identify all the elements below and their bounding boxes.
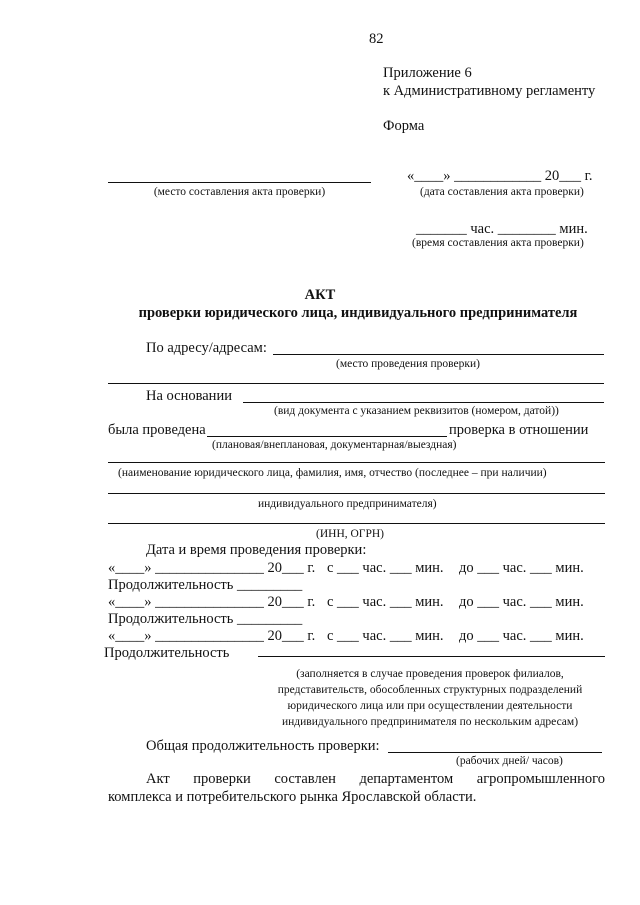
visit-end-time[interactable]: до ___ час. ___ мин.	[459, 594, 584, 610]
time-caption: (время составления акта проверки)	[412, 237, 584, 249]
entity-name-line-2[interactable]	[108, 493, 605, 494]
place-caption: (место составления акта проверки)	[153, 186, 326, 198]
appendix-title: Приложение 6	[383, 65, 472, 81]
entity-caption: (наименование юридического лица, фамилия, имя, отчество (последнее – при наличии)	[118, 467, 547, 479]
conducted-suffix: проверка в отношении	[449, 422, 589, 438]
form-label: Форма	[383, 118, 425, 134]
branches-note-line-4: индивидуального предпринимателя по нескольким адресам)	[281, 716, 579, 728]
appendix-reference: к Административному регламенту	[383, 83, 596, 99]
total-duration-label: Общая продолжительность проверки:	[146, 738, 380, 754]
place-field-line[interactable]	[108, 182, 371, 183]
date-field[interactable]: «____» ____________ 20___ г.	[407, 168, 593, 184]
entrepreneur-caption: индивидуального предпринимателя)	[258, 498, 437, 510]
visit-date-field[interactable]: «____» _______________ 20___ г.	[108, 560, 316, 576]
entity-name-line[interactable]	[108, 462, 605, 463]
conducted-label: была проведена	[108, 422, 206, 438]
address-caption: (место проведения проверки)	[336, 358, 480, 370]
visit-duration[interactable]: Продолжительность _________	[108, 611, 303, 627]
visit-start-time[interactable]: с ___ час. ___ мин.	[327, 560, 444, 576]
address-field-line[interactable]	[273, 354, 604, 355]
datetime-heading: Дата и время проведения проверки:	[146, 542, 367, 558]
inn-ogrn-line[interactable]	[108, 523, 605, 524]
visit-start-time[interactable]: с ___ час. ___ мин.	[327, 628, 444, 644]
visit-duration[interactable]: Продолжительность _________	[108, 577, 303, 593]
time-field[interactable]: _______ час. ________ мин.	[416, 221, 588, 237]
act-subtitle: проверки юридического лица, индивидуального предпринимателя	[138, 305, 578, 321]
basis-caption: (вид документа с указанием реквизитов (номером, датой))	[274, 405, 559, 417]
closing-line-2: комплекса и потребительского рынка Ярославской области.	[108, 789, 477, 805]
date-caption: (дата составления акта проверки)	[420, 186, 584, 198]
visit-start-time[interactable]: с ___ час. ___ мин.	[327, 594, 444, 610]
act-title: АКТ	[304, 287, 336, 303]
total-duration-caption: (рабочих дней/ часов)	[456, 755, 563, 767]
visit-end-time[interactable]: до ___ час. ___ мин.	[459, 628, 584, 644]
branches-note-line-2: представительств, обособленных структурных подразделений	[277, 684, 583, 696]
basis-field-line[interactable]	[243, 402, 604, 403]
closing-line-1: Акт проверки составлен департаментом агропромышленного	[146, 771, 605, 787]
total-duration-line[interactable]	[388, 752, 602, 753]
inspection-type-caption: (плановая/внеплановая, документарная/выездная)	[212, 439, 457, 451]
branches-note-line-1: (заполняется в случае проведения проверок филиалов,	[296, 668, 564, 680]
visit-date-field[interactable]: «____» _______________ 20___ г.	[108, 628, 316, 644]
page-number: 82	[369, 31, 384, 47]
branches-note-line-3: юридического лица или при осуществлении деятельности	[287, 700, 573, 712]
inspection-type-line[interactable]	[207, 436, 447, 437]
address-continuation-line[interactable]	[108, 383, 604, 384]
inn-ogrn-caption: (ИНН, ОГРН)	[316, 528, 384, 540]
basis-label: На основании	[146, 388, 232, 404]
visit-end-time[interactable]: до ___ час. ___ мин.	[459, 560, 584, 576]
visit-date-field[interactable]: «____» _______________ 20___ г.	[108, 594, 316, 610]
address-label: По адресу/адресам:	[146, 340, 267, 356]
visit-duration-label: Продолжительность	[104, 645, 230, 661]
visit-duration-line[interactable]	[258, 656, 605, 657]
